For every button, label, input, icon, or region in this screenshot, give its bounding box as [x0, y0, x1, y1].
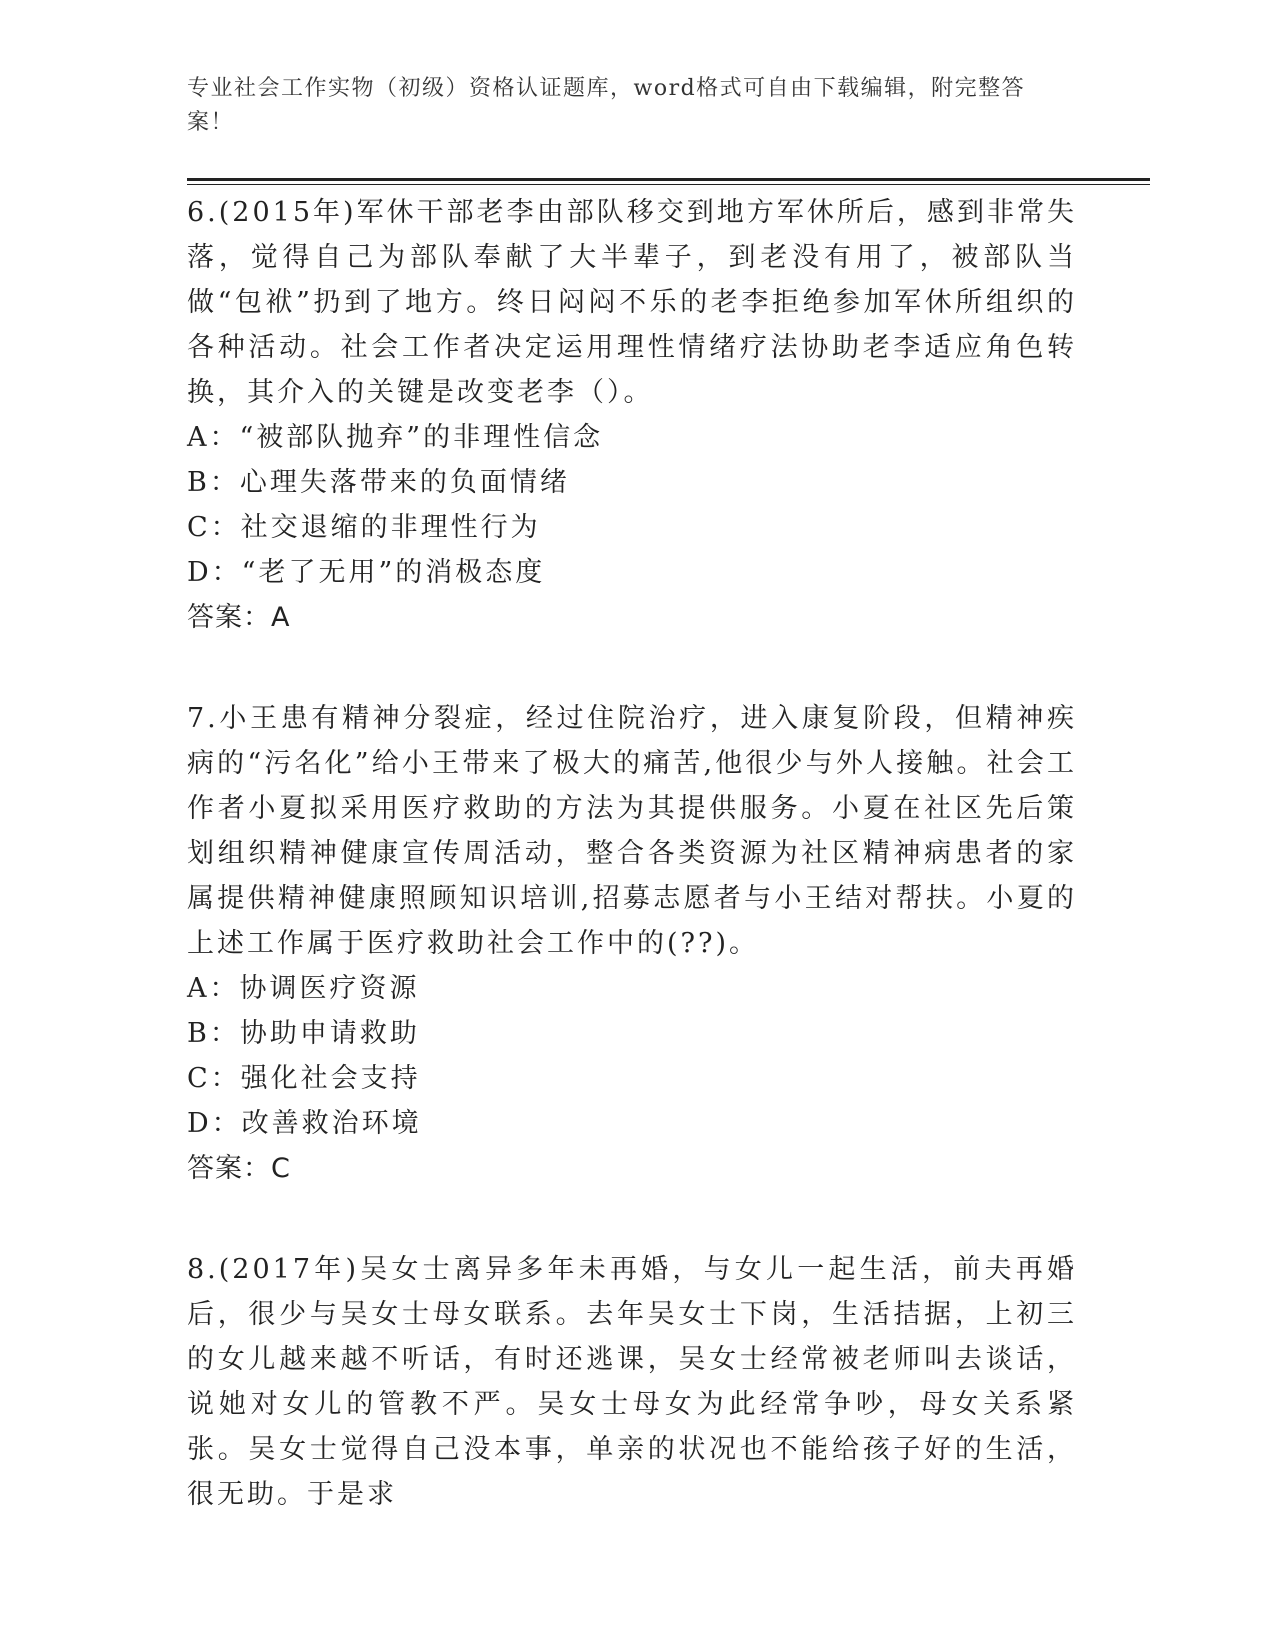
answer-label: 答案：A: [187, 602, 291, 633]
option-b: B：协助申请救助: [187, 1018, 420, 1049]
question-stem: 7.小王患有精神分裂症，经过住院治疗，进入康复阶段，但精神疾病的“污名化”给小王带来了极大的痛苦,他很少与外人接触。社会工作者小夏拟采用医疗救助的方法为其提供服务。小夏在社区先后策划组织精神健康宣传周活动，整合各类资源为社区精神病患者的家属提供精神健康照顾知识培训,招募志愿者与小王结对帮扶。小夏的上述工作属于医疗救助社会工作中的(??)。: [187, 703, 1077, 959]
option-c: C：强化社会支持: [187, 1063, 421, 1094]
option-b: B：心理失落带来的负面情绪: [187, 467, 570, 498]
question-6: [187, 190, 1077, 640]
option-a: A：“被部队抛弃”的非理性信念: [187, 422, 604, 453]
option-a: A：协调医疗资源: [187, 973, 420, 1004]
header-divider-thin: [187, 184, 1150, 185]
question-stem: 8.(2017年)吴女士离异多年未再婚，与女儿一起生活，前夫再婚后，很少与吴女士母女联系。去年吴女士下岗，生活拮据，上初三的女儿越来越不听话，有时还逃课，吴女士经常被老师叫去谈话，说她对女儿的管教不严。吴女士母女为此经常争吵，母女关系紧张。吴女士觉得自己没本事，单亲的状况也不能给孩子好的生活，很无助。于是求: [187, 1254, 1077, 1510]
header-divider-thick: [187, 178, 1150, 181]
answer-label: 答案：C: [187, 1153, 291, 1184]
question-8: [187, 1247, 1077, 1517]
question-list: [187, 190, 1077, 1573]
document-header: 专业社会工作实物（初级）资格认证题库，word格式可自由下载编辑，附完整答案！: [187, 76, 1026, 135]
question-7: [187, 696, 1077, 1191]
option-d: D：改善救治环境: [187, 1108, 422, 1139]
question-stem: 6.(2015年)军休干部老李由部队移交到地方军休所后，感到非常失落，觉得自己为部队奉献了大半辈子，到老没有用了，被部队当做“包袱”扔到了地方。终日闷闷不乐的老李拒绝参加军休所组织的各种活动。社会工作者决定运用理性情绪疗法协助老李适应角色转换，其介入的关键是改变老李（）。: [187, 197, 1077, 408]
option-c: C：社交退缩的非理性行为: [187, 512, 541, 543]
option-d: D：“老了无用”的消极态度: [187, 557, 546, 588]
